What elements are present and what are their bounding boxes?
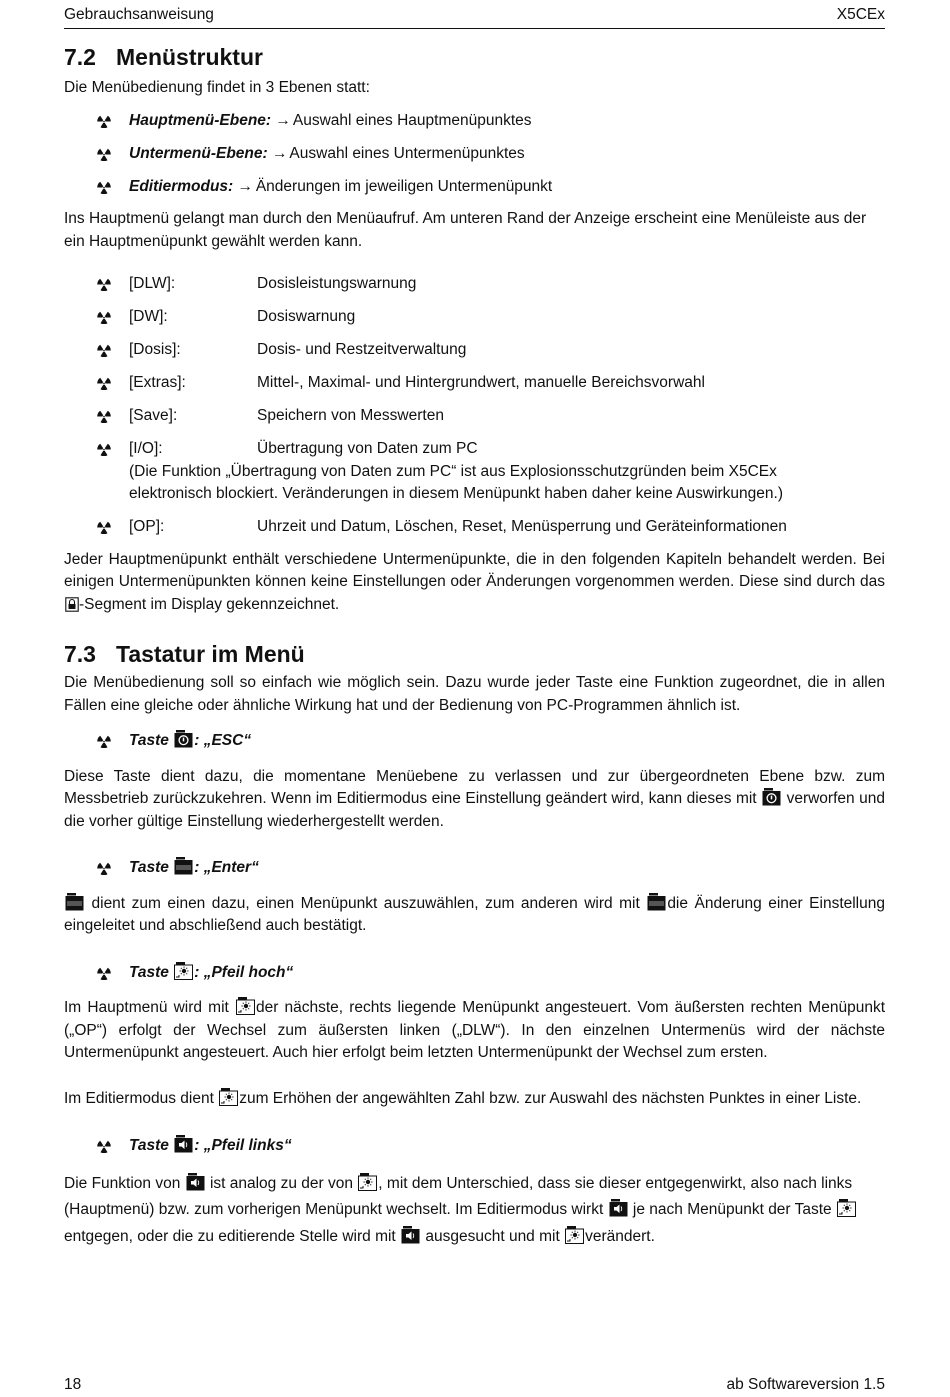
radiation-trefoil-icon bbox=[97, 181, 111, 194]
dosis-key-icon bbox=[647, 893, 666, 911]
light-key-icon bbox=[565, 1226, 584, 1244]
list-item bbox=[64, 730, 885, 753]
light-key-icon bbox=[236, 997, 255, 1015]
main-menu-paragraph: Ins Hauptmenü gelangt man durch den Menüaufruf. Am unteren Rand der Anzeige erscheint eine Menüleiste aus der ein Hauptmenüpunkt gewählt werden kann. bbox=[64, 210, 867, 250]
speaker-key-icon bbox=[174, 1135, 193, 1153]
page-number: 18 bbox=[64, 1376, 82, 1393]
radiation-trefoil-icon bbox=[97, 311, 111, 324]
light-key-icon bbox=[174, 962, 193, 980]
menu-item-key: [DW]: bbox=[129, 308, 168, 325]
key-heading-esc bbox=[64, 730, 885, 753]
paragraph-text: der nächste, rechts liegende Menüpunkt angesteuert. Vom äußersten rechten Menüpunkt („OP“) erfolgt der Wechsel zum äußersten linken („DLW“). In den einzelnen Untermenüs wird der nächste Untermenüpunkt angesteuert. Auch hier erfolgt beim letzten Untermenüpunkt der Wechsel zum ersten. bbox=[64, 999, 885, 1061]
light-key-icon bbox=[837, 1199, 856, 1217]
section-number: 7.2 bbox=[64, 44, 96, 70]
light-key-icon bbox=[358, 1173, 377, 1191]
speaker-key-icon bbox=[609, 1199, 628, 1217]
list-item bbox=[64, 1135, 885, 1158]
document-page bbox=[64, 0, 885, 1397]
list-item bbox=[64, 405, 885, 428]
key-name: : „Enter“ bbox=[194, 859, 259, 876]
list-item bbox=[64, 176, 885, 199]
power-key-icon bbox=[174, 730, 193, 748]
list-item bbox=[64, 306, 885, 329]
radiation-trefoil-icon bbox=[97, 410, 111, 423]
radiation-trefoil-icon bbox=[97, 862, 111, 875]
radiation-trefoil-icon bbox=[97, 115, 111, 128]
level-label: Hauptmenü-Ebene: bbox=[129, 111, 272, 129]
menu-item-desc: Mittel-, Maximal- und Hintergrundwert, manuelle Bereichsvorwahl bbox=[257, 374, 705, 391]
menu-item-key: [Save]: bbox=[129, 407, 178, 424]
menu-item-desc: Dosisleistungswarnung bbox=[257, 275, 417, 292]
radiation-trefoil-icon bbox=[97, 148, 111, 161]
radiation-trefoil-icon bbox=[97, 278, 111, 291]
paragraph-text: die Änderung einer Einstellung eingeleitet und abschließend auch bestätigt. bbox=[64, 894, 885, 934]
section-heading-7-2 bbox=[64, 43, 885, 71]
menu-item-key: [Extras]: bbox=[129, 374, 186, 391]
radiation-trefoil-icon bbox=[97, 735, 111, 748]
esc-paragraph bbox=[64, 766, 885, 834]
paragraph-text: zum Erhöhen der angewählten Zahl bzw. zur Auswahl des nächsten Punktes in einer Liste. bbox=[239, 1089, 862, 1107]
header-title: Gebrauchsanweisung bbox=[64, 6, 214, 23]
list-item bbox=[64, 110, 885, 133]
menu-item-desc: Dosiswarnung bbox=[257, 308, 356, 325]
radiation-trefoil-icon bbox=[97, 443, 111, 456]
speaker-key-icon bbox=[401, 1226, 420, 1244]
list-item bbox=[64, 962, 885, 985]
main-menu-items-list bbox=[64, 273, 885, 539]
level-text: Auswahl eines Hauptmenüpunktes bbox=[292, 111, 532, 129]
list-item bbox=[64, 516, 885, 539]
key-name: : „Pfeil hoch“ bbox=[194, 963, 294, 981]
menu-item-key: [I/O]: bbox=[129, 440, 163, 457]
power-key-icon bbox=[762, 788, 781, 806]
menu-item-key: [Dosis]: bbox=[129, 341, 181, 358]
list-item bbox=[64, 438, 885, 506]
enter-paragraph bbox=[64, 893, 885, 938]
menu-item-note: (Die Funktion „Übertragung von Daten zum PC“ ist aus Explosionsschutzgründen beim X5CEx bbox=[129, 462, 777, 480]
level-label: Editiermodus: bbox=[129, 177, 234, 195]
taste-label: Taste bbox=[129, 963, 169, 981]
list-item bbox=[64, 143, 885, 166]
section-title: Menüstruktur bbox=[116, 44, 263, 70]
page-content bbox=[64, 43, 885, 1250]
page-footer bbox=[64, 1376, 885, 1394]
menu-item-desc: Dosis- und Restzeitverwaltung bbox=[257, 341, 467, 358]
paragraph-text: Im Hauptmenü wird mit bbox=[64, 999, 229, 1016]
paragraph-text: ist analog zu der von bbox=[209, 1174, 353, 1192]
page-header bbox=[64, 6, 885, 29]
list-item bbox=[64, 372, 885, 395]
key-heading-left bbox=[64, 1135, 885, 1158]
dosis-key-icon bbox=[65, 893, 84, 911]
level-text: Auswahl eines Untermenüpunktes bbox=[289, 144, 525, 162]
radiation-trefoil-icon bbox=[97, 967, 111, 980]
paragraph-text: , mit dem Unterschied, dass sie dieser entgegenwirkt, also nach links (Hauptmenü) bzw. zum vorherigen Menüpunkt wechselt. Im Editiermodus wirkt bbox=[64, 1174, 853, 1218]
keyboard-intro-paragraph: Die Menübedienung soll so einfach wie möglich sein. Dazu wurde jeder Taste eine Funktion zugeordnet, die in allen Fällen eine gleiche oder ähnliche Wirkung hat und der Bedienung von PC-Programmen ähnlich ist. bbox=[64, 674, 885, 714]
menu-item-desc: Uhrzeit und Datum, Löschen, Reset, Menüsperrung und Geräteinformationen bbox=[257, 518, 787, 535]
taste-label: Taste bbox=[129, 732, 169, 749]
list-item bbox=[64, 857, 885, 880]
speaker-key-icon bbox=[186, 1173, 205, 1191]
key-heading-up bbox=[64, 962, 885, 985]
paragraph-text: Jeder Hauptmenüpunkt enthält verschiedene Untermenüpunkte, die in den folgenden Kapiteln behandelt werden. Bei einigen Untermenüpunkten können keine Einstellungen oder Änderungen vorgenommen werden. Diese sind durch das bbox=[64, 550, 885, 590]
menu-item-note: elektronisch blockiert. Veränderungen in diesem Menüpunkt haben daher keine Auswirkungen.) bbox=[129, 485, 783, 502]
up-paragraph-2 bbox=[64, 1088, 885, 1111]
arrow-icon: → bbox=[237, 177, 254, 195]
left-paragraph bbox=[64, 1171, 885, 1251]
level-label: Untermenü-Ebene: bbox=[129, 144, 268, 162]
menu-item-desc: Speichern von Messwerten bbox=[257, 407, 444, 424]
section-heading-7-3 bbox=[64, 640, 885, 668]
menu-item-key: [OP]: bbox=[129, 518, 165, 535]
list-item bbox=[64, 273, 885, 296]
paragraph-text: je nach Menüpunkt der Taste bbox=[632, 1201, 832, 1218]
paragraph-text: -Segment im Display gekennzeichnet. bbox=[79, 595, 340, 613]
paragraph-text: verworfen und die vorher gültige Einstellung wiederhergestellt werden. bbox=[64, 790, 885, 830]
radiation-trefoil-icon bbox=[97, 344, 111, 357]
paragraph-text: Diese Taste dient dazu, die momentane Menüebene zu verlassen und zur übergeordneten Ebene bzw. zum Messbetrieb zurückzukehren. Wenn im Editiermodus eine Einstellung geändert wird, kann dieses mit bbox=[64, 767, 885, 807]
paragraph-text: entgegen, oder die zu editierende Stelle wird mit bbox=[64, 1227, 396, 1245]
paragraph-text: verändert. bbox=[585, 1227, 655, 1245]
intro-paragraph: Die Menübedienung findet in 3 Ebenen statt: bbox=[64, 79, 370, 96]
radiation-trefoil-icon bbox=[97, 377, 111, 390]
light-key-icon bbox=[219, 1088, 238, 1106]
menu-item-key: [DLW]: bbox=[129, 275, 176, 292]
taste-label: Taste bbox=[129, 1137, 169, 1154]
software-version: ab Softwareversion 1.5 bbox=[726, 1376, 885, 1393]
section-number: 7.3 bbox=[64, 641, 96, 667]
taste-label: Taste bbox=[129, 859, 169, 876]
key-name: : „Pfeil links“ bbox=[194, 1137, 292, 1154]
key-name: : „ESC“ bbox=[194, 732, 252, 749]
arrow-icon: → bbox=[275, 111, 291, 129]
lock-segment-icon bbox=[65, 597, 79, 612]
paragraph-text: Die Funktion von bbox=[64, 1174, 181, 1192]
radiation-trefoil-icon bbox=[97, 1140, 111, 1153]
submenu-paragraph bbox=[64, 549, 885, 617]
radiation-trefoil-icon bbox=[97, 521, 111, 534]
header-model: X5CEx bbox=[836, 6, 885, 23]
menu-levels-list bbox=[64, 110, 885, 199]
paragraph-text: ausgesucht und mit bbox=[425, 1227, 560, 1245]
paragraph-text: dient zum einen dazu, einen Menüpunkt auszuwählen, zum anderen wird mit bbox=[91, 894, 640, 912]
dosis-key-icon bbox=[174, 857, 193, 875]
arrow-icon: → bbox=[271, 144, 288, 162]
key-heading-enter bbox=[64, 857, 885, 880]
level-text: Änderungen im jeweiligen Untermenüpunkt bbox=[255, 177, 553, 195]
paragraph-text: Im Editiermodus dient bbox=[64, 1089, 214, 1107]
up-paragraph-1 bbox=[64, 997, 885, 1065]
section-title: Tastatur im Menü bbox=[116, 641, 305, 667]
list-item bbox=[64, 339, 885, 362]
menu-item-desc: Übertragung von Daten zum PC bbox=[257, 440, 478, 457]
